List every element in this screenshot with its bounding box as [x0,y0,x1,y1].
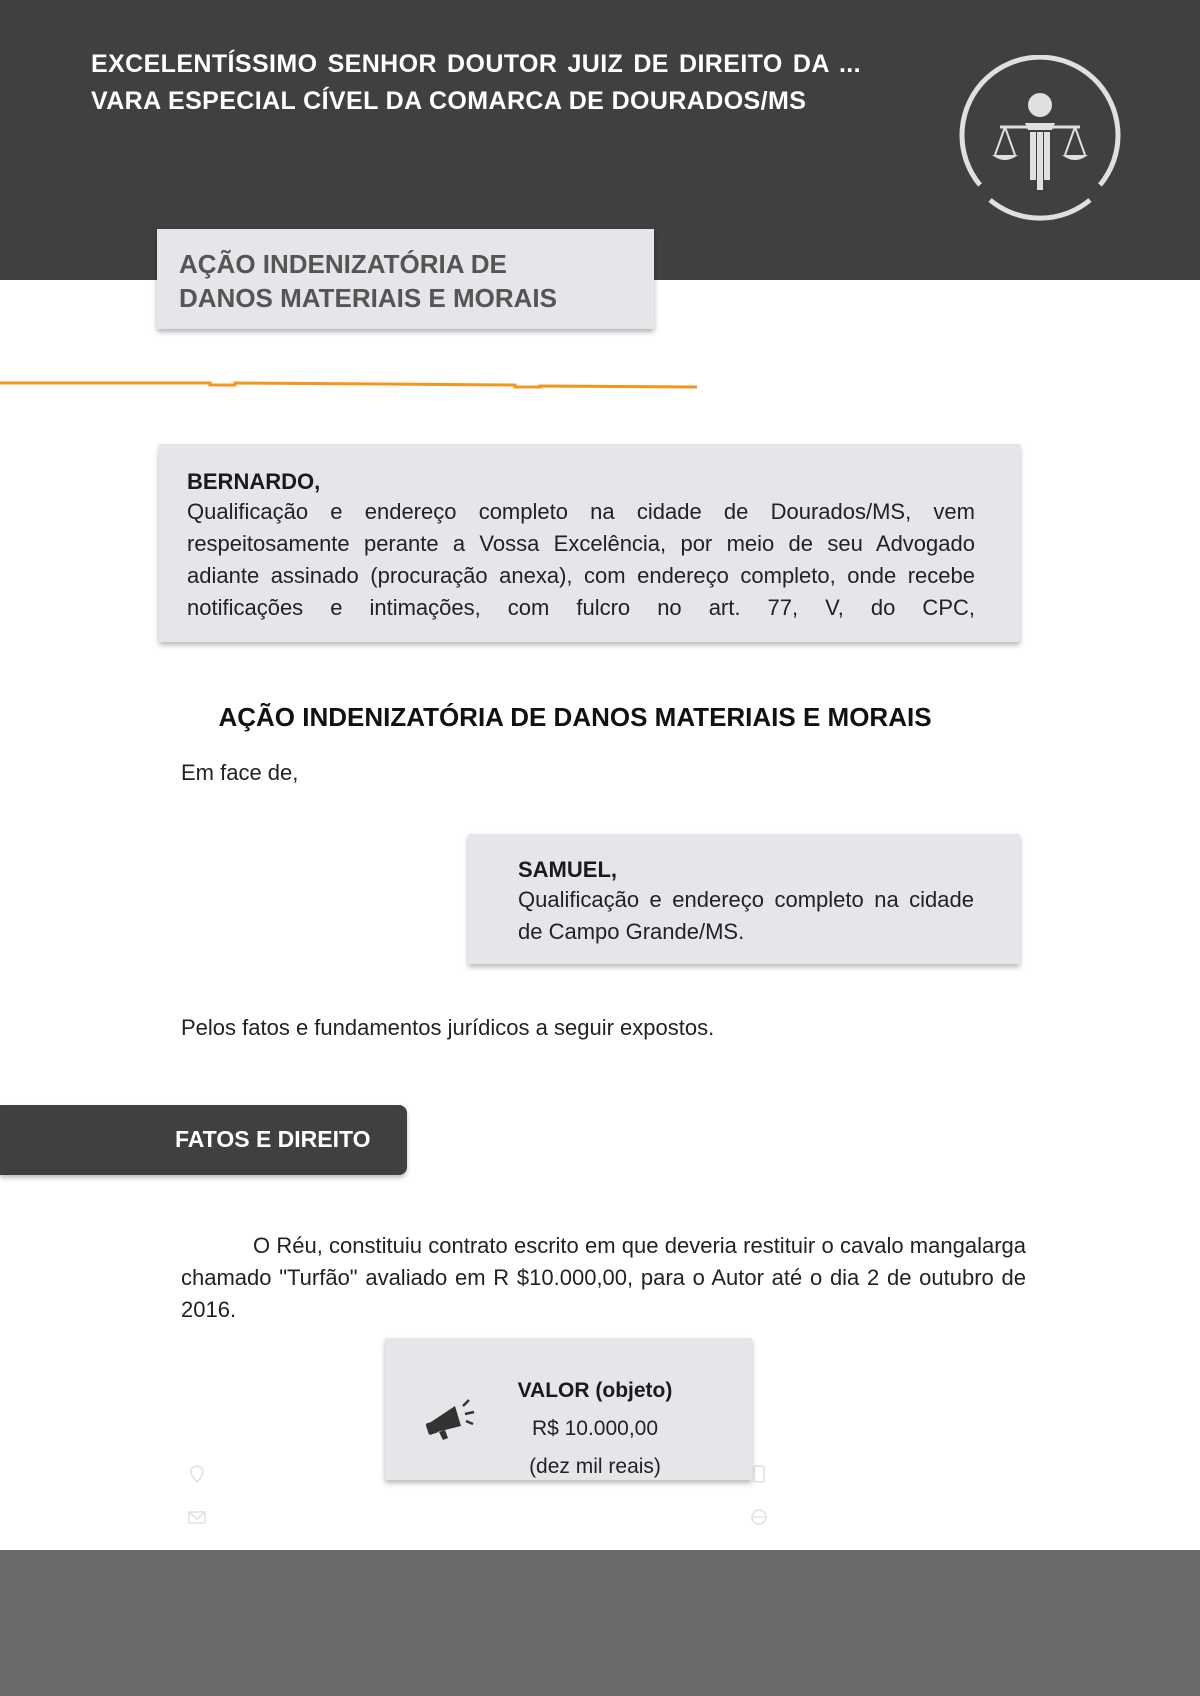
plaintiff-name: BERNARDO, [187,469,321,494]
value-text [480,1372,710,1486]
value-card [385,1338,752,1480]
plaintiff-card [159,444,1020,642]
court-title: EXCELENTÍSSIMO SENHOR DOUTOR JUIZ DE DIREITO DA ... VARA ESPECIAL CÍVEL DA COMARCA DE DOURADOS/MS [91,50,861,115]
justice-scales-logo-icon [950,55,1130,235]
page-footer [0,1550,1200,1696]
phone-icon [750,1465,768,1483]
plaintiff-description: Qualificação e endereço completo na cidade de Dourados/MS, vem respeitosamente perante a Vossa Excelência, por meio de seu Advogado adiante assinado (procuração anexa), com endereço completo, onde recebe notificações e intimações, com fulcro no art. 77, V, do CPC, [187,499,975,620]
defendant-description: Qualificação e endereço completo na cidade de Campo Grande/MS. [518,887,974,944]
value-amount: R$ 10.000,00 [531,1417,659,1440]
defendant-card [468,834,1020,964]
orange-divider [0,378,700,392]
action-title-line-2: DANOS MATERIAIS E MORAIS [179,283,557,313]
section-tab-fatos-e-direito [0,1105,407,1175]
megaphone-icon [425,1396,477,1440]
facts-paragraph: O Réu, constituiu contrato escrito em que deveria restituir o cavalo mangalarga chamado "Turfão" avaliado em R $10.000,00, para o Autor até o dia 2 de outubro de 2016. [181,1233,1026,1322]
defendant-name: SAMUEL, [518,857,617,882]
globe-icon [750,1508,768,1526]
action-heading: AÇÃO INDENIZATÓRIA DE DANOS MATERIAIS E MORAIS [218,702,932,732]
location-pin-icon [188,1465,206,1483]
value-words: (dez mil reais) [529,1455,661,1478]
action-title-line-1: AÇÃO INDENIZATÓRIA DE [179,249,507,279]
action-title [179,247,639,315]
facts-intro-text: Pelos fatos e fundamentos jurídicos a seguir expostos. [181,1015,715,1040]
value-label: VALOR (objeto) [517,1379,673,1402]
section-tab-label: FATOS E DIREITO [175,1126,371,1152]
action-title-box [157,229,654,329]
em-face-text: Em face de, [181,760,299,785]
envelope-icon [188,1508,206,1526]
